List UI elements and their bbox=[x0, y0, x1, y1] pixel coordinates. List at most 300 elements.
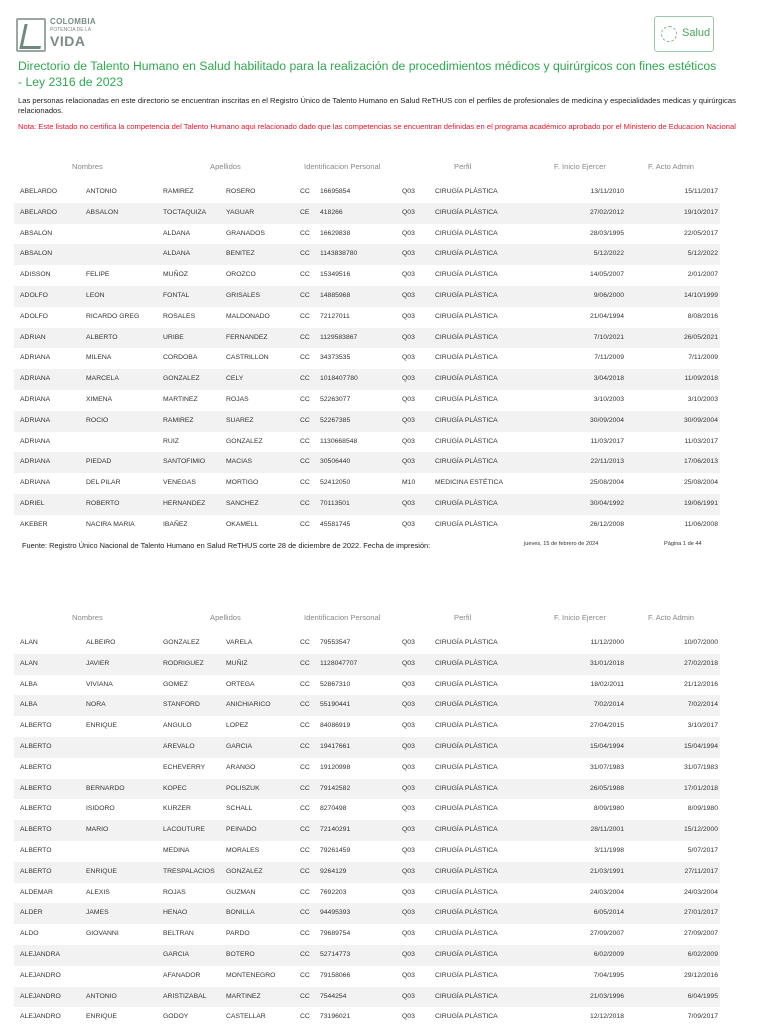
cell-apellido-2: CASTRILLON bbox=[226, 354, 269, 362]
cell-nombre-1: ABSALON bbox=[20, 250, 53, 258]
cell-fecha-inicio: 12/12/2018 bbox=[589, 1013, 624, 1021]
cell-fecha-acto: 15/11/2017 bbox=[684, 188, 718, 195]
cell-perfil: CIRUGÍA PLÁSTICA bbox=[435, 354, 498, 362]
cell-fecha-inicio: 18/02/2011 bbox=[590, 680, 624, 688]
cell-tipo-doc: CC bbox=[300, 659, 310, 667]
table-row bbox=[14, 633, 720, 654]
cell-numero-doc: 1143838780 bbox=[320, 250, 358, 258]
cell-apellido-2: BOTERO bbox=[226, 950, 255, 958]
cell-fecha-inicio: 27/02/2012 bbox=[589, 208, 624, 216]
cell-nombre-2: DEL PILAR bbox=[86, 479, 121, 487]
cell-tipo-doc: CC bbox=[300, 479, 310, 487]
cell-tipo-doc: CE bbox=[300, 208, 310, 216]
cell-tipo-doc: CC bbox=[300, 458, 310, 466]
cell-numero-doc: 72140291 bbox=[320, 826, 351, 834]
cell-nombre-1: ALBERTO bbox=[20, 846, 52, 854]
cell-tipo-doc: CC bbox=[300, 909, 310, 917]
cell-codigo-perfil: Q03 bbox=[402, 271, 415, 279]
cell-tipo-doc: CC bbox=[300, 437, 310, 445]
cell-codigo-perfil: Q03 bbox=[402, 659, 415, 667]
cell-apellido-1: TRESPALACIOS bbox=[163, 867, 215, 875]
cell-nombre-2: FELIPE bbox=[86, 271, 110, 279]
cell-apellido-1: ARISTIZABAL bbox=[163, 992, 207, 1000]
cell-codigo-perfil: Q03 bbox=[402, 333, 415, 341]
table-row bbox=[14, 654, 720, 675]
cell-perfil: CIRUGÍA PLÁSTICA bbox=[435, 1013, 498, 1021]
cell-fecha-inicio: 13/11/2010 bbox=[590, 188, 624, 195]
cell-fecha-acto: 7/11/2009 bbox=[688, 354, 718, 362]
table-row bbox=[14, 390, 720, 411]
cell-perfil: CIRUGÍA PLÁSTICA bbox=[435, 458, 498, 466]
cell-apellido-1: VENEGAS bbox=[163, 479, 196, 487]
cell-nombre-2: BERNARDO bbox=[86, 784, 125, 792]
cell-apellido-2: MORTIGO bbox=[226, 479, 259, 487]
cell-apellido-1: GONZALEZ bbox=[163, 639, 200, 646]
cell-tipo-doc: CC bbox=[300, 250, 310, 258]
cell-perfil: CIRUGÍA PLÁSTICA bbox=[435, 271, 498, 279]
cell-nombre-1: ADRIAN bbox=[20, 333, 46, 341]
cell-apellido-2: ORTEGA bbox=[226, 680, 255, 688]
cell-fecha-inicio: 7/10/2021 bbox=[593, 333, 624, 341]
cell-nombre-1: ADOLFO bbox=[20, 291, 48, 299]
cell-perfil: CIRUGÍA PLÁSTICA bbox=[435, 930, 498, 938]
cell-codigo-perfil: Q03 bbox=[402, 229, 415, 237]
cell-nombre-1: ADRIANA bbox=[20, 354, 51, 362]
table-row bbox=[14, 966, 720, 987]
cell-perfil: CIRUGÍA PLÁSTICA bbox=[435, 499, 498, 507]
cell-apellido-2: PARDO bbox=[226, 930, 250, 938]
cell-nombre-1: ALAN bbox=[20, 659, 38, 667]
cell-nombre-2: NORA bbox=[86, 701, 106, 709]
cell-fecha-inicio: 21/03/1991 bbox=[589, 867, 624, 875]
table-row bbox=[14, 203, 720, 224]
table-row bbox=[14, 987, 720, 1008]
cell-numero-doc: 1128047707 bbox=[320, 659, 358, 667]
directory-table-page-1 bbox=[14, 162, 720, 536]
cell-apellido-2: CELY bbox=[226, 375, 244, 383]
table-row bbox=[14, 862, 720, 883]
table-header bbox=[14, 613, 720, 633]
cell-numero-doc: 1129583867 bbox=[320, 333, 358, 341]
table-row bbox=[14, 307, 720, 328]
cell-apellido-1: HENAO bbox=[163, 909, 188, 917]
cell-fecha-acto: 11/09/2018 bbox=[684, 375, 718, 383]
cell-nombre-2: ANTONIO bbox=[86, 188, 117, 195]
cell-codigo-perfil: Q03 bbox=[402, 888, 415, 896]
col-acto: F. Acto Admin bbox=[648, 613, 695, 622]
table-row bbox=[14, 265, 720, 286]
table-row bbox=[14, 473, 720, 494]
col-nombres: Nombres bbox=[72, 613, 103, 622]
cell-numero-doc: 7544254 bbox=[320, 992, 347, 1000]
flag-mark-icon bbox=[16, 18, 46, 52]
cell-codigo-perfil: Q03 bbox=[402, 1013, 415, 1021]
logo-line-3: VIDA bbox=[50, 33, 86, 49]
cell-numero-doc: 72127011 bbox=[320, 312, 350, 320]
table-row bbox=[14, 369, 720, 390]
cell-nombre-2: ABSALON bbox=[86, 208, 119, 216]
cell-fecha-acto: 25/08/2004 bbox=[683, 479, 718, 487]
cell-tipo-doc: CC bbox=[300, 1013, 310, 1021]
cell-perfil: CIRUGÍA PLÁSTICA bbox=[435, 701, 498, 709]
cell-numero-doc: 70113501 bbox=[320, 499, 350, 507]
cell-fecha-inicio: 11/03/2017 bbox=[590, 437, 624, 445]
cell-apellido-2: MACIAS bbox=[226, 458, 253, 466]
cell-nombre-1: ADRIANA bbox=[20, 416, 51, 424]
cell-codigo-perfil: M10 bbox=[402, 479, 416, 487]
directory-table-page-2 bbox=[14, 613, 720, 1024]
cell-fecha-inicio: 28/11/2001 bbox=[590, 826, 624, 834]
cell-numero-doc: 79553547 bbox=[320, 639, 351, 646]
table-row bbox=[14, 411, 720, 432]
cell-numero-doc: 30506440 bbox=[320, 458, 351, 466]
table-row bbox=[14, 328, 720, 349]
cell-tipo-doc: CC bbox=[300, 971, 310, 979]
cell-tipo-doc: CC bbox=[300, 867, 310, 875]
cell-fecha-inicio: 7/02/2014 bbox=[593, 701, 624, 709]
cell-fecha-inicio: 25/08/2004 bbox=[589, 479, 624, 487]
page-number: Página 1 de 44 bbox=[664, 541, 702, 547]
cell-apellido-1: TOCTAQUIZA bbox=[163, 208, 207, 216]
cell-nombre-1: ADISSON bbox=[20, 271, 51, 279]
cell-nombre-1: ALBERTO bbox=[20, 867, 52, 875]
intro-paragraph: Las personas relacionadas en este directorio se encuentran inscritas en el Registro Único de Talento Humano en Salud ReTHUS con el perfiles de profesionales de medicina y especialidades medicas y quirúrgicas relacionados. bbox=[18, 96, 736, 115]
cell-apellido-2: BONILLA bbox=[226, 909, 255, 917]
cell-apellido-2: ROSERO bbox=[226, 188, 256, 195]
cell-nombre-1: ABELARDO bbox=[20, 208, 58, 216]
cell-fecha-inicio: 27/04/2015 bbox=[589, 722, 624, 730]
cell-codigo-perfil: Q03 bbox=[402, 971, 415, 979]
cell-tipo-doc: CC bbox=[300, 520, 310, 528]
col-apellidos: Apellidos bbox=[210, 162, 241, 171]
cell-codigo-perfil: Q03 bbox=[402, 291, 415, 299]
cell-fecha-inicio: 3/04/2018 bbox=[593, 375, 624, 383]
cell-fecha-inicio: 9/06/2000 bbox=[593, 291, 624, 299]
table-row bbox=[14, 515, 720, 536]
cell-perfil: CIRUGÍA PLÁSTICA bbox=[435, 229, 498, 237]
cell-codigo-perfil: Q03 bbox=[402, 458, 415, 466]
cell-tipo-doc: CC bbox=[300, 742, 310, 750]
cell-nombre-1: ALBERTO bbox=[20, 742, 52, 750]
cell-perfil: CIRUGÍA PLÁSTICA bbox=[435, 312, 498, 320]
cell-nombre-1: ADOLFO bbox=[20, 312, 48, 320]
cell-nombre-1: ALDEMAR bbox=[20, 888, 53, 896]
cell-tipo-doc: CC bbox=[300, 701, 310, 709]
cell-numero-doc: 15349516 bbox=[320, 271, 351, 279]
cell-fecha-acto: 27/11/2017 bbox=[684, 867, 718, 875]
cell-nombre-2: PIEDAD bbox=[86, 458, 112, 466]
cell-nombre-2: GIOVANNI bbox=[86, 930, 119, 938]
cell-fecha-acto: 26/05/2021 bbox=[683, 333, 718, 341]
cell-numero-doc: 52867310 bbox=[320, 680, 351, 688]
cell-numero-doc: 19120998 bbox=[320, 763, 351, 771]
col-inicio: F. Inicio Ejercer bbox=[554, 162, 606, 171]
cell-apellido-1: STANFORD bbox=[163, 701, 200, 709]
cell-apellido-2: GRISALES bbox=[226, 291, 260, 299]
cell-nombre-2: ANTONIO bbox=[86, 992, 117, 1000]
cell-perfil: CIRUGÍA PLÁSTICA bbox=[435, 375, 498, 383]
cell-perfil: CIRUGÍA PLÁSTICA bbox=[435, 909, 498, 917]
table-row bbox=[14, 799, 720, 820]
cell-apellido-2: GARCIA bbox=[226, 742, 253, 750]
cell-apellido-1: ANGULO bbox=[163, 722, 192, 730]
cell-apellido-2: MARTINEZ bbox=[226, 992, 261, 1000]
cell-fecha-acto: 15/12/2000 bbox=[683, 826, 718, 834]
cell-numero-doc: 34373535 bbox=[320, 354, 351, 362]
cell-perfil: CIRUGÍA PLÁSTICA bbox=[435, 680, 498, 688]
table-header bbox=[14, 162, 720, 182]
cell-fecha-acto: 31/07/1983 bbox=[683, 763, 718, 771]
cell-tipo-doc: CC bbox=[300, 375, 310, 383]
cell-tipo-doc: CC bbox=[300, 499, 310, 507]
cell-tipo-doc: CC bbox=[300, 722, 310, 730]
cell-codigo-perfil: Q03 bbox=[402, 763, 415, 771]
cell-numero-doc: 79142582 bbox=[320, 784, 351, 792]
cell-numero-doc: 84086919 bbox=[320, 722, 351, 730]
cell-perfil: CIRUGÍA PLÁSTICA bbox=[435, 992, 498, 1000]
cell-nombre-1: ALEJANDRO bbox=[20, 1013, 61, 1021]
cell-apellido-1: BELTRAN bbox=[163, 930, 194, 938]
cell-nombre-2: ALEXIS bbox=[86, 888, 110, 896]
cell-nombre-1: ABSALON bbox=[20, 229, 53, 237]
cell-nombre-1: ALBA bbox=[20, 680, 38, 688]
cell-apellido-1: KURZER bbox=[163, 805, 191, 813]
cell-numero-doc: 52263077 bbox=[320, 395, 351, 403]
cell-tipo-doc: CC bbox=[300, 639, 310, 646]
table-row bbox=[14, 945, 720, 966]
table-row bbox=[14, 432, 720, 453]
cell-fecha-inicio: 28/03/1995 bbox=[589, 229, 624, 237]
table-body bbox=[14, 182, 720, 536]
cell-apellido-2: SANCHEZ bbox=[226, 499, 259, 507]
cell-fecha-inicio: 3/11/1998 bbox=[594, 846, 624, 854]
cell-apellido-1: RAMIREZ bbox=[163, 188, 194, 195]
cell-apellido-2: SUAREZ bbox=[226, 416, 254, 424]
cell-numero-doc: 1130668548 bbox=[320, 437, 358, 445]
cell-apellido-1: URIBE bbox=[163, 333, 184, 341]
table-row bbox=[14, 903, 720, 924]
cell-tipo-doc: CC bbox=[300, 888, 310, 896]
cell-fecha-acto: 10/07/2000 bbox=[683, 639, 718, 646]
cell-fecha-inicio: 15/04/1994 bbox=[589, 742, 624, 750]
cell-fecha-inicio: 6/02/2009 bbox=[593, 950, 624, 958]
table-row bbox=[14, 182, 720, 203]
cell-tipo-doc: CC bbox=[300, 992, 310, 1000]
cell-apellido-2: YAGUAR bbox=[226, 208, 255, 216]
col-acto: F. Acto Admin bbox=[648, 162, 695, 171]
cell-apellido-2: LOPEZ bbox=[226, 722, 249, 730]
cell-apellido-2: GONZALEZ bbox=[226, 437, 263, 445]
col-perfil: Perfil bbox=[454, 613, 472, 622]
cell-fecha-acto: 11/06/2008 bbox=[684, 520, 718, 528]
cell-fecha-acto: 6/02/2009 bbox=[687, 950, 718, 958]
cell-apellido-2: FERNANDEZ bbox=[226, 333, 268, 341]
col-inicio: F. Inicio Ejercer bbox=[554, 613, 606, 622]
cell-fecha-inicio: 7/04/1995 bbox=[593, 971, 624, 979]
cell-fecha-inicio: 27/09/2007 bbox=[589, 930, 624, 938]
cell-perfil: CIRUGÍA PLÁSTICA bbox=[435, 826, 498, 834]
cell-apellido-1: KOPEC bbox=[163, 784, 187, 792]
cell-nombre-2: ISIDORO bbox=[86, 805, 115, 813]
salud-logo bbox=[654, 16, 714, 52]
table-row bbox=[14, 924, 720, 945]
cell-nombre-2: ROCIO bbox=[86, 416, 109, 424]
cell-apellido-1: HERNANDEZ bbox=[163, 499, 206, 507]
cell-apellido-1: SANTOFIMIO bbox=[163, 458, 206, 466]
cell-numero-doc: 52412050 bbox=[320, 479, 351, 487]
cell-fecha-inicio: 30/09/2004 bbox=[589, 416, 624, 424]
cell-numero-doc: 14885968 bbox=[320, 291, 351, 299]
table-row bbox=[14, 758, 720, 779]
cell-perfil: CIRUGÍA PLÁSTICA bbox=[435, 867, 498, 875]
cell-nombre-2: ALBEIRO bbox=[86, 639, 116, 646]
cell-apellido-2: ANICHIARICO bbox=[226, 701, 271, 709]
cell-nombre-1: ALBERTO bbox=[20, 763, 52, 771]
cell-fecha-inicio: 21/04/1994 bbox=[589, 312, 624, 320]
cell-tipo-doc: CC bbox=[300, 680, 310, 688]
disclaimer-note: Nota: Este listado no certifica la competencia del Talento Humano aqui relacionado dado que las competencias se encuentran definidas en el programa académico aprobado por el Ministerio de Educacion Nacional bbox=[18, 122, 736, 131]
cell-fecha-inicio: 21/03/1996 bbox=[589, 992, 624, 1000]
cell-fecha-acto: 29/12/2016 bbox=[683, 971, 718, 979]
cell-apellido-1: GONZALEZ bbox=[163, 375, 200, 383]
cell-apellido-2: CASTELLAR bbox=[226, 1013, 266, 1021]
table-row bbox=[14, 224, 720, 245]
salud-emblem-icon bbox=[661, 26, 677, 42]
logo-line-2: POTENCIA DE LA bbox=[50, 27, 92, 33]
cell-nombre-2: RICARDO GREG bbox=[86, 312, 140, 320]
cell-nombre-1: ALDO bbox=[20, 930, 39, 938]
cell-apellido-1: AREVALO bbox=[163, 742, 195, 750]
cell-tipo-doc: CC bbox=[300, 416, 310, 424]
cell-nombre-1: ALDER bbox=[20, 909, 43, 917]
cell-nombre-1: ALEJANDRO bbox=[20, 971, 61, 979]
cell-nombre-2: ENRIQUE bbox=[86, 722, 117, 730]
table-row bbox=[14, 695, 720, 716]
cell-nombre-2: ENRIQUE bbox=[86, 867, 117, 875]
cell-numero-doc: 52714773 bbox=[320, 950, 351, 958]
cell-perfil: CIRUGÍA PLÁSTICA bbox=[435, 437, 498, 445]
cell-perfil: CIRUGÍA PLÁSTICA bbox=[435, 888, 498, 896]
cell-fecha-acto: 19/06/1991 bbox=[683, 499, 718, 507]
cell-nombre-2: MARIO bbox=[86, 826, 109, 834]
cell-nombre-2: ENRIQUE bbox=[86, 1013, 117, 1021]
cell-tipo-doc: CC bbox=[300, 229, 310, 237]
table-row bbox=[14, 716, 720, 737]
cell-codigo-perfil: Q03 bbox=[402, 395, 415, 403]
cell-apellido-1: ROSALES bbox=[163, 312, 196, 320]
cell-fecha-acto: 27/02/2018 bbox=[683, 659, 718, 667]
cell-fecha-acto: 30/09/2004 bbox=[683, 416, 718, 424]
cell-tipo-doc: CC bbox=[300, 846, 310, 854]
cell-fecha-inicio: 26/12/2008 bbox=[589, 520, 624, 528]
colombia-potencia-de-la-vida-logo bbox=[16, 16, 96, 56]
table-row bbox=[14, 841, 720, 862]
table-row bbox=[14, 452, 720, 473]
cell-perfil: CIRUGÍA PLÁSTICA bbox=[435, 416, 498, 424]
cell-perfil: CIRUGÍA PLÁSTICA bbox=[435, 722, 498, 730]
col-identificacion: Identificacion Personal bbox=[304, 162, 381, 171]
cell-nombre-1: AKEBER bbox=[20, 520, 48, 528]
table-row bbox=[14, 820, 720, 841]
cell-nombre-1: ADRIANA bbox=[20, 437, 51, 445]
cell-fecha-acto: 5/12/2022 bbox=[687, 250, 718, 258]
cell-apellido-2: PEINADO bbox=[226, 826, 257, 834]
cell-perfil: CIRUGÍA PLÁSTICA bbox=[435, 950, 498, 958]
cell-perfil: CIRUGÍA PLÁSTICA bbox=[435, 291, 498, 299]
cell-apellido-1: ALDANA bbox=[163, 229, 191, 237]
table-row bbox=[14, 883, 720, 904]
cell-fecha-acto: 27/09/2007 bbox=[683, 930, 718, 938]
cell-apellido-2: ROJAS bbox=[226, 395, 249, 403]
cell-nombre-1: ADRIANA bbox=[20, 458, 51, 466]
cell-perfil: CIRUGÍA PLÁSTICA bbox=[435, 742, 498, 750]
cell-fecha-acto: 27/01/2017 bbox=[683, 909, 718, 917]
cell-codigo-perfil: Q03 bbox=[402, 639, 415, 646]
cell-apellido-1: CORDOBA bbox=[163, 354, 198, 362]
cell-codigo-perfil: Q03 bbox=[402, 437, 415, 445]
cell-fecha-inicio: 5/12/2022 bbox=[593, 250, 624, 258]
cell-apellido-2: MUÑIZ bbox=[226, 659, 248, 667]
cell-apellido-1: ECHEVERRY bbox=[163, 763, 206, 771]
cell-perfil: CIRUGÍA PLÁSTICA bbox=[435, 971, 498, 979]
cell-fecha-acto: 15/04/1994 bbox=[683, 742, 718, 750]
cell-apellido-2: MONTENEGRO bbox=[226, 971, 276, 979]
cell-codigo-perfil: Q03 bbox=[402, 722, 415, 730]
cell-fecha-acto: 2/01/2007 bbox=[687, 271, 718, 279]
cell-fecha-acto: 5/07/2017 bbox=[687, 846, 718, 854]
cell-codigo-perfil: Q03 bbox=[402, 375, 415, 383]
cell-numero-doc: 7692203 bbox=[320, 888, 347, 896]
cell-codigo-perfil: Q03 bbox=[402, 846, 415, 854]
col-apellidos: Apellidos bbox=[210, 613, 241, 622]
cell-codigo-perfil: Q03 bbox=[402, 499, 415, 507]
cell-fecha-inicio: 14/05/2007 bbox=[589, 271, 624, 279]
logo-line-1: COLOMBIA bbox=[50, 17, 96, 26]
cell-fecha-acto: 7/02/2014 bbox=[687, 701, 718, 709]
cell-numero-doc: 73196021 bbox=[320, 1013, 351, 1021]
cell-numero-doc: 79689754 bbox=[320, 930, 351, 938]
cell-numero-doc: 9264129 bbox=[320, 867, 347, 875]
cell-fecha-inicio: 7/11/2009 bbox=[594, 354, 624, 362]
cell-perfil: CIRUGÍA PLÁSTICA bbox=[435, 188, 498, 195]
logo-text bbox=[50, 18, 96, 48]
cell-fecha-acto: 19/10/2017 bbox=[683, 208, 718, 216]
cell-nombre-1: ALBERTO bbox=[20, 826, 52, 834]
cell-apellido-2: GONZALEZ bbox=[226, 867, 263, 875]
cell-nombre-1: ALBERTO bbox=[20, 722, 52, 730]
cell-apellido-1: AFANADOR bbox=[163, 971, 201, 979]
table-row bbox=[14, 494, 720, 515]
cell-fecha-acto: 17/01/2018 bbox=[683, 784, 718, 792]
cell-nombre-2: MILENA bbox=[86, 354, 112, 362]
cell-numero-doc: 19417661 bbox=[320, 742, 351, 750]
cell-apellido-1: MEDINA bbox=[163, 846, 190, 854]
cell-perfil: CIRUGÍA PLÁSTICA bbox=[435, 520, 498, 528]
cell-perfil: CIRUGÍA PLÁSTICA bbox=[435, 333, 498, 341]
cell-fecha-inicio: 8/09/1980 bbox=[593, 805, 624, 813]
cell-nombre-1: ALBERTO bbox=[20, 784, 52, 792]
table-row bbox=[14, 244, 720, 265]
cell-tipo-doc: CC bbox=[300, 805, 310, 813]
cell-numero-doc: 16629838 bbox=[320, 229, 351, 237]
cell-nombre-2: ROBERTO bbox=[86, 499, 120, 507]
cell-nombre-1: ALBA bbox=[20, 701, 38, 709]
cell-fecha-acto: 24/03/2004 bbox=[683, 888, 718, 896]
cell-perfil: CIRUGÍA PLÁSTICA bbox=[435, 763, 498, 771]
cell-fecha-inicio: 26/05/1988 bbox=[589, 784, 624, 792]
cell-fecha-inicio: 3/10/2003 bbox=[593, 395, 624, 403]
col-perfil: Perfil bbox=[454, 162, 472, 171]
